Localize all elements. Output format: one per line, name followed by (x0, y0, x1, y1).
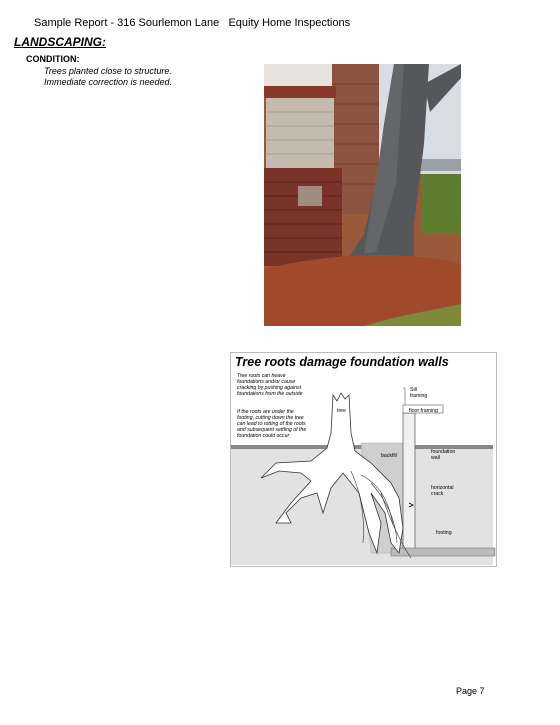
diagram-text-line: foundation could occur (237, 433, 290, 439)
label-line: foundation (431, 449, 456, 455)
label-line: framing (410, 393, 428, 399)
label-line: wall (431, 455, 440, 461)
condition-label: CONDITION: (26, 54, 80, 64)
label-line: crack (431, 491, 444, 497)
floor-framing-label: floor framing (409, 408, 438, 414)
tree-label: tree (337, 408, 346, 414)
tree-roots-diagram (230, 352, 497, 567)
diagram-text-line: If the roots are under the (237, 409, 294, 415)
footing-label: footing (436, 530, 452, 536)
page-number: Page 7 (456, 686, 485, 696)
condition-note: Trees planted close to structure. (44, 66, 172, 76)
diagram-title: Tree roots damage foundation walls (235, 355, 449, 369)
report-header: Sample Report - 316 Sourlemon Lane Equity Home Inspections (34, 17, 351, 29)
diagram-text-line: and subsequent settling of the (237, 427, 307, 433)
diagram-text-line: cracking by pushing against (237, 385, 302, 391)
diagram-text-line: foundations from the outside (237, 391, 303, 397)
horizontal-crack-label (431, 485, 454, 497)
tree-photo (264, 64, 461, 326)
diagram-text-line: footing, cutting down the tree (237, 415, 304, 421)
backfill-label: backfill (381, 453, 397, 459)
condition-note: Immediate correction is needed. (44, 77, 173, 87)
diagram-text-line: foundations and/or cause (237, 379, 296, 385)
diagram-text-line: can lead to rotting of the roots (237, 421, 306, 427)
foundation-wall-label (431, 449, 455, 461)
section-title: LANDSCAPING: (14, 35, 106, 49)
diagram-text-line: Tree roots can heave (237, 373, 286, 379)
sill-framing-label (410, 387, 427, 399)
label-line: horizontal (431, 485, 454, 491)
label-line: Sill (410, 387, 417, 393)
